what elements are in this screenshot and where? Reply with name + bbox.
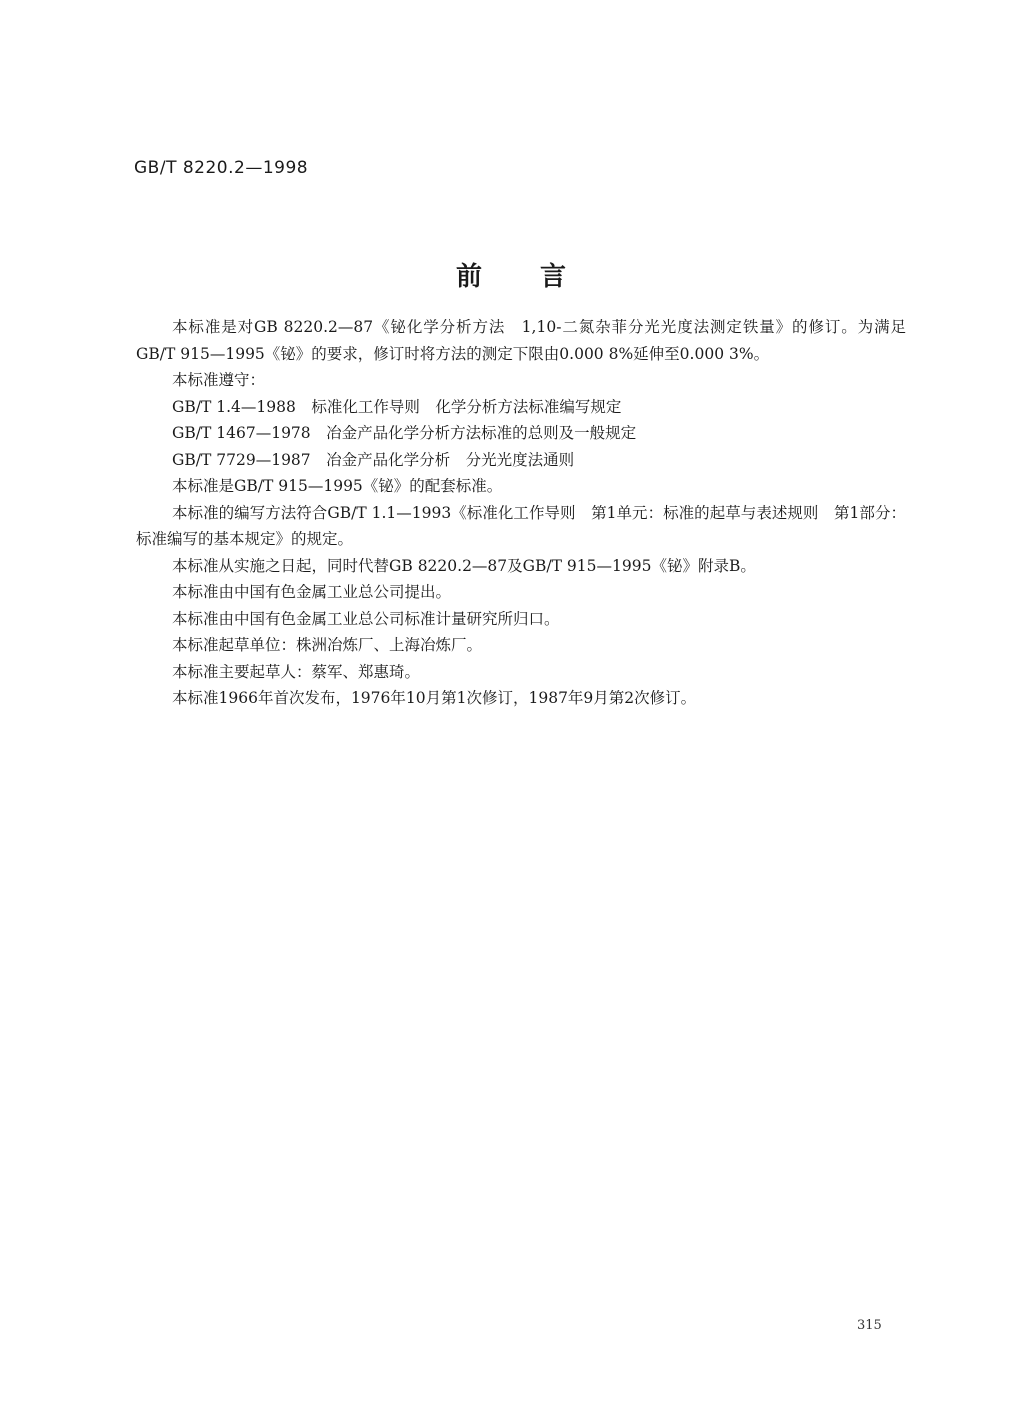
page-title: 前 言	[455, 262, 568, 292]
standard-number: GB/T 8220.2—1998	[134, 158, 309, 178]
paragraph-reference-3: GB/T 7729—1987 冶金产品化学分析 分光光度法通则	[172, 450, 575, 469]
paragraph-compliance-intro: 本标准遵守：	[172, 371, 266, 389]
page-number: 315	[857, 1318, 882, 1333]
paragraph-replacement: 本标准从实施之日起，同时代替GB 8220.2—87及GB/T 915—1995《铋》附录B。	[172, 556, 756, 575]
paragraph-drafting-units: 本标准起草单位：株洲冶炼厂、上海冶炼厂。	[172, 636, 483, 654]
paragraph-drafters: 本标准主要起草人：蔡军、郑惠琦。	[172, 662, 421, 681]
paragraph-companion-standard: 本标准是GB/T 915—1995《铋》的配套标准。	[172, 477, 503, 495]
paragraph-reference-2: GB/T 1467—1978 冶金产品化学分析方法标准的总则及一般规定	[172, 424, 637, 442]
paragraph-reference-1: GB/T 1.4—1988 标准化工作导则 化学分析方法标准编写规定	[172, 397, 622, 416]
paragraph-administration: 本标准由中国有色金属工业总公司标准计量研究所归口。	[172, 609, 560, 628]
paragraph-revision: 本标准是对GB 8220.2—87《铋化学分析方法 1,10-二氮杂菲分光光度法测定铁量》的修订。为满足GB/T 915—1995《铋》的要求，修订时将方法的测定下限由0.000 8%延伸至0.000 3%。	[136, 318, 906, 363]
paragraph-drafting-method: 本标准的编写方法符合GB/T 1.1—1993《标准化工作导则 第1单元：标准的起草与表述规则 第1部分：标准编写的基本规定》的规定。	[136, 503, 906, 548]
paragraph-proposer: 本标准由中国有色金属工业总公司提出。	[172, 583, 452, 601]
foreword-body	[136, 314, 906, 712]
paragraph-history: 本标准1966年首次发布，1976年10月第1次修订，1987年9月第2次修订。	[172, 689, 697, 707]
